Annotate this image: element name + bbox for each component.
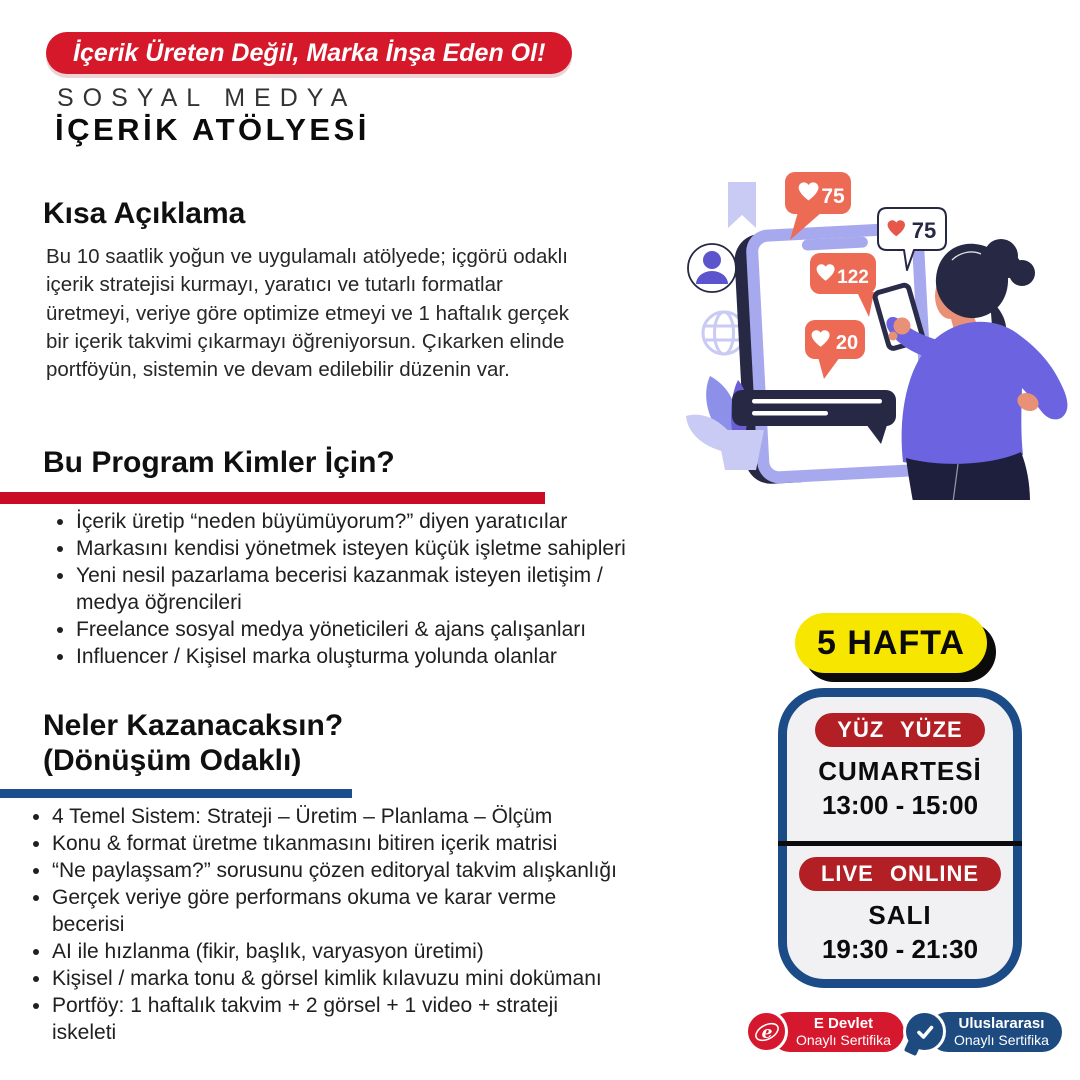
schedule-card [778, 688, 1022, 988]
e-devlet-logo-icon [745, 1010, 788, 1053]
list-item: • Gerçek veriye göre performans okuma ve karar verme becerisi [52, 884, 627, 938]
like-count: 75 [911, 218, 937, 243]
user-avatar-icon [688, 244, 736, 292]
like-count: 122 [837, 267, 869, 288]
bookmark-icon [728, 182, 756, 228]
schedule-session-online [787, 857, 1013, 965]
gains-heading-line1: Neler Kazanacaksın? [43, 709, 344, 742]
list-item: • Konu & format üretme tıkanmasını bitiren içerik matrisi [52, 830, 627, 857]
gains-heading [43, 708, 343, 778]
certificate-badge-label [770, 1012, 904, 1052]
red-divider-bar [0, 492, 545, 504]
session-day: CUMARTESİ [818, 756, 982, 786]
certificate-badge-international [903, 1010, 1062, 1053]
check-icon [903, 1010, 946, 1053]
like-count: 20 [835, 332, 859, 354]
gains-heading-line2: (Dönüşüm Odaklı) [43, 744, 302, 777]
page-title-line1: SOSYAL MEDYA [57, 84, 357, 112]
session-mode-pill: YÜZ YÜZE [815, 713, 984, 747]
certificate-subtitle: Onaylı Sertifika [954, 1032, 1049, 1048]
list-item: • Yeni nesil pazarlama becerisi kazanmak isteyen iletişim / medya öğrencileri [76, 562, 661, 616]
session-day: SALI [868, 900, 932, 930]
audience-heading: Bu Program Kimler İçin? [43, 446, 395, 479]
audience-list [54, 508, 661, 670]
svg-text:e: e [761, 1022, 772, 1043]
duration-badge: 5 HAFTA [795, 613, 987, 673]
certificate-title: Uluslararası [958, 1015, 1045, 1032]
list-item: • Influencer / Kişisel marka oluşturma yolunda olanlar [76, 643, 661, 670]
list-item: • Kişisel / marka tonu & görsel kimlik kılavuzu mini dokümanı [52, 965, 627, 992]
list-item: • 4 Temel Sistem: Strateji – Üretim – Planlama – Ölçüm [52, 803, 627, 830]
list-item: • AI ile hızlanma (fikir, başlık, varyasyon üretimi) [52, 938, 627, 965]
list-item: • Markasını kendisi yönetmek isteyen küçük işletme sahipleri [76, 535, 661, 562]
certificate-title: E Devlet [813, 1015, 874, 1032]
list-item: • “Ne paylaşsam?” sorusunu çözen editoryal takvim alışkanlığı [52, 857, 627, 884]
list-item: • Portföy: 1 haftalık takvim + 2 görsel + 1 video + strateji iskeleti [52, 992, 627, 1046]
gains-list [30, 803, 627, 1046]
session-mode-pill: LIVE ONLINE [799, 857, 1001, 891]
list-item: • Freelance sosyal medya yöneticileri & ajans çalışanları [76, 616, 661, 643]
about-heading: Kısa Açıklama [43, 197, 246, 230]
page-title-line2: İÇERİK ATÖLYESİ [55, 112, 370, 147]
top-slogan-banner: İçerik Üreten Değil, Marka İnşa Eden Ol! [46, 32, 572, 74]
certificate-badge-label [928, 1012, 1062, 1052]
card-divider [778, 841, 1022, 846]
blue-divider-bar [0, 789, 352, 798]
schedule-session-inperson [787, 713, 1013, 821]
certificate-badge-edevlet [745, 1010, 904, 1053]
certificate-subtitle: Onaylı Sertifika [796, 1032, 891, 1048]
like-count: 75 [821, 185, 845, 208]
about-paragraph: Bu 10 saatlik yoğun ve uygulamalı atölyede; içgörü odaklı içerik stratejisi kurmayı, yaratıcı ve tutarlı formatlar üretmeyi, veriye göre optimize etmeyi ve 1 haftalık gerçek bir içerik takvimi çıkarmayı öğreniyorsun. Çıkarken elinde portföyün, sistemin ve devam edilebilir düzenin var. [46, 245, 569, 382]
social-media-illustration [660, 150, 1080, 500]
session-time: 19:30 - 21:30 [821, 934, 979, 964]
session-time: 13:00 - 15:00 [821, 790, 979, 820]
list-item: • İçerik üretip “neden büyümüyorum?” diyen yaratıcılar [76, 508, 661, 535]
